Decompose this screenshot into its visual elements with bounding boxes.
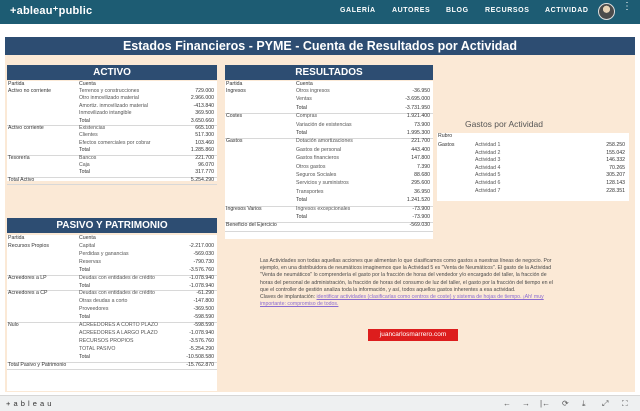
table-row[interactable]	[7, 95, 217, 102]
table-row[interactable]	[225, 197, 433, 204]
nav-autores[interactable]: AUTORES	[392, 7, 431, 14]
table-header-row	[437, 133, 629, 140]
table-row[interactable]	[7, 298, 217, 305]
row-partida: Activo corriente	[8, 125, 44, 131]
website-badge[interactable]: juancarlosmarrero.com	[368, 329, 458, 341]
table-row[interactable]	[7, 354, 217, 361]
nav-galeria[interactable]: GALERÍA	[340, 7, 376, 14]
more-menu-icon[interactable]: ⋮	[622, 1, 632, 12]
row-cuenta: Deudas con entidades de crédito	[79, 274, 155, 281]
row-cuenta: Inmovilizado intangible	[79, 110, 132, 117]
row-value: -1.078.940	[189, 282, 214, 289]
dashboard-canvas	[5, 37, 635, 392]
row-value: 2.966.000	[190, 95, 214, 102]
row-value: 228.351	[606, 187, 625, 194]
table-row[interactable]	[7, 275, 217, 282]
row-value: 36.950	[414, 188, 430, 195]
table-row[interactable]	[225, 206, 433, 213]
row-value: -61.290	[196, 290, 214, 297]
download-icon[interactable]: ⤓	[582, 399, 586, 408]
row-value: 221.700	[195, 154, 214, 161]
table-header-row	[225, 81, 433, 88]
row-cuenta: Actividad 7	[475, 187, 501, 194]
row-partida: Tesorería	[8, 154, 30, 161]
table-row[interactable]	[437, 172, 629, 179]
row-value: -15.762.870	[186, 361, 214, 368]
table-row[interactable]	[7, 259, 217, 266]
nav-recursos[interactable]: RECURSOS	[485, 7, 530, 14]
table-row[interactable]	[7, 155, 217, 162]
row-value: -3.731.950	[405, 104, 430, 111]
row-partida: Recursos Propios	[8, 243, 49, 249]
note-text: Las Actividades son todas aquellas acciones que alimentan lo que clasificamos como gastos a nuestras líneas de negocio. Por ejemplo, en una distribuidora de neumáticos imaginemos que la Actividad 5 es "Venta de Neumáticos". El gasto de la Actividad "Venta de neumáticos" lo comprendería el gasto por la fracción de horas del vendedor y/o encargado del taller, la fracción de horas del personal de administración, la fracción de horas del consumo de luz del taller, el gasto por la fracción del tiempo en el que el controller de gestión analiza toda la información, y así, todos aquellos gastos inherentes a esa actividad.	[260, 258, 553, 293]
revert-icon[interactable]: |←	[540, 399, 551, 408]
row-cuenta: ACREEDORES A CORTO PLAZO	[79, 322, 159, 328]
row-value: 5.254.290	[190, 176, 214, 183]
table-row[interactable]	[225, 155, 433, 162]
row-cuenta: Transportes	[296, 188, 324, 195]
row-value: 295.600	[411, 180, 430, 187]
row-cuenta: Caja	[79, 162, 90, 168]
table-row[interactable]	[7, 338, 217, 345]
row-cuenta: Total	[296, 104, 307, 111]
row-cuenta: Total	[79, 117, 90, 124]
table-row[interactable]	[7, 177, 217, 184]
row-value: 103.460	[195, 139, 214, 146]
row-cuenta: Efectos comerciales por cobrar	[79, 139, 151, 146]
row-value: -1.078.940	[189, 329, 214, 336]
row-value: 258.250	[606, 142, 625, 148]
row-value: -147.800	[193, 298, 214, 305]
row-partida: Total Pasivo y Patrimonio	[8, 361, 67, 368]
table-row[interactable]	[225, 138, 433, 145]
activo-header: ACTIVO	[7, 65, 217, 80]
row-partida: Costes	[226, 113, 243, 120]
row-cuenta: Total	[79, 147, 90, 154]
row-cuenta: Bancos	[79, 154, 97, 161]
row-value: -5.254.290	[189, 345, 214, 352]
row-cuenta: Otras deudas a corto	[79, 298, 128, 305]
row-value: -369.500	[193, 306, 214, 313]
row-value: -3.695.000	[405, 96, 430, 103]
row-cuenta: Gastos financieros	[296, 155, 339, 162]
refresh-icon[interactable]: ⟳	[562, 399, 569, 408]
col-header-partida: Partida	[8, 81, 25, 87]
dashboard-title: Estados Financieros - PYME - Cuenta de Resultados por Actividad	[5, 37, 635, 55]
row-value: -413.840	[193, 102, 214, 109]
table-row[interactable]	[437, 165, 629, 172]
row-value: 305.207	[606, 172, 625, 179]
row-value: -10.508.580	[186, 353, 214, 360]
row-value: 317.770	[195, 169, 214, 176]
redo-icon[interactable]: →	[522, 399, 530, 408]
row-value: 128.143	[606, 180, 625, 186]
row-value: 147.800	[411, 155, 430, 162]
row-value: 443.400	[411, 146, 430, 153]
bottom-toolbar	[0, 395, 640, 411]
activo-table[interactable]	[7, 81, 217, 181]
row-value: 70.265	[609, 164, 625, 171]
row-cuenta: Actividad 2	[475, 149, 501, 156]
row-value: 665.100	[195, 125, 214, 131]
row-value: -790.730	[193, 258, 214, 265]
row-value: 73.900	[414, 121, 430, 128]
row-cuenta: Actividad 6	[475, 180, 501, 186]
table-row[interactable]	[225, 189, 433, 196]
row-cuenta: Otros gastos	[296, 163, 326, 170]
table-row[interactable]	[225, 172, 433, 179]
table-row[interactable]	[7, 103, 217, 110]
table-row[interactable]	[7, 290, 217, 297]
row-value: 369.500	[195, 110, 214, 117]
row-partida: Beneficio del Ejercicio	[226, 222, 277, 229]
table-row[interactable]	[225, 122, 433, 129]
row-cuenta: Amortiz. inmovilizado material	[79, 102, 148, 109]
row-value: 1.285.860	[190, 147, 214, 154]
row-value: -3.576.760	[189, 266, 214, 273]
row-value: -569.030	[409, 222, 430, 229]
col-header-cuenta: Cuenta	[79, 235, 96, 241]
row-value: -2.217.000	[189, 243, 214, 249]
table-row[interactable]	[7, 322, 217, 329]
undo-icon[interactable]: ←	[503, 399, 511, 408]
table-row[interactable]	[7, 306, 217, 313]
row-cuenta: Total	[79, 314, 90, 321]
activities-note	[260, 258, 556, 308]
row-value: -73.900	[412, 214, 430, 220]
row-value: -569.030	[193, 250, 214, 257]
user-avatar[interactable]	[598, 3, 615, 20]
nav-blog[interactable]: BLOG	[446, 7, 469, 14]
row-cuenta: Ventas	[296, 96, 312, 103]
row-cuenta: Ingresos excepcionales	[296, 205, 351, 212]
table-row[interactable]	[225, 130, 433, 137]
table-row[interactable]	[7, 243, 217, 250]
col-header-partida: Partida	[8, 235, 25, 241]
row-value: 1.995.300	[406, 130, 430, 136]
row-value: -3.576.760	[189, 337, 214, 344]
table-row[interactable]	[225, 113, 433, 120]
row-cuenta: Actividad 3	[475, 157, 501, 164]
pasivo-header: PASIVO Y PATRIMONIO	[7, 218, 217, 233]
row-partida: Ingresos	[226, 88, 246, 94]
row-cuenta: Reservas	[79, 258, 101, 265]
top-nav-bar	[0, 0, 640, 24]
nav-actividad[interactable]: ACTIVIDAD	[545, 7, 589, 14]
table-row[interactable]	[7, 118, 217, 125]
row-value: 155.042	[606, 149, 625, 156]
row-value: 146.332	[606, 157, 625, 164]
table-row[interactable]	[225, 180, 433, 187]
row-cuenta: Existencias	[79, 125, 106, 131]
table-row[interactable]	[7, 140, 217, 147]
table-header-row	[7, 235, 217, 242]
table-row[interactable]	[225, 214, 433, 221]
col-header-partida: Rubro	[438, 133, 453, 139]
row-cuenta: Actividad 1	[475, 142, 501, 148]
row-cuenta: Total	[296, 130, 307, 136]
table-row[interactable]	[7, 251, 217, 258]
row-divider	[225, 231, 433, 232]
row-cuenta: Variación de existencias	[296, 121, 352, 128]
row-cuenta: ACREEDORES A LARGO PLAZO	[79, 329, 158, 336]
row-value: 7.390	[417, 163, 430, 170]
pasivo-table[interactable]	[7, 235, 217, 391]
row-partida: Nulo	[8, 322, 19, 328]
row-value: 221.700	[411, 138, 430, 145]
table-row[interactable]	[7, 283, 217, 290]
row-cuenta: Seguros Sociales	[296, 172, 337, 178]
row-value: -73.900	[412, 205, 430, 212]
row-cuenta: Total	[79, 169, 90, 176]
row-partida: Gastos	[438, 142, 455, 148]
note-highlight: identificar actividades (clasificarlas como centros de coste) y sistema de hojas de tiempo. ¡Ah! muy importante: compromiso de todos.	[260, 294, 544, 308]
row-cuenta: Capital	[79, 243, 96, 249]
table-row[interactable]	[7, 169, 217, 176]
share-icon[interactable]: ⤢	[602, 399, 609, 408]
table-row[interactable]	[7, 346, 217, 353]
table-row[interactable]	[225, 147, 433, 154]
row-cuenta: Otros ingresos	[296, 88, 330, 94]
table-row[interactable]	[437, 180, 629, 187]
row-cuenta: Perdidas y ganancias	[79, 250, 129, 257]
table-row[interactable]	[7, 362, 217, 369]
row-partida: Activo no corriente	[8, 88, 51, 94]
row-cuenta: Clientes	[79, 132, 98, 139]
row-divider	[7, 184, 217, 185]
row-partida: Acreedores a CP	[8, 290, 48, 297]
row-cuenta: Dotación amortizaciones	[296, 138, 353, 145]
row-cuenta: Proveedores	[79, 306, 109, 313]
table-row[interactable]	[437, 150, 629, 157]
fullscreen-icon[interactable]: ⛶	[622, 399, 628, 408]
tableau-public-logo[interactable]: +ableau⁺public	[10, 5, 93, 17]
table-row[interactable]	[7, 314, 217, 321]
row-cuenta: Gastos de personal	[296, 146, 341, 153]
row-value: 1.921.400	[406, 113, 430, 120]
table-row[interactable]	[225, 222, 433, 229]
row-cuenta: Total	[79, 266, 90, 273]
table-row[interactable]	[225, 96, 433, 103]
table-row[interactable]	[437, 157, 629, 164]
table-row[interactable]	[225, 88, 433, 95]
table-row[interactable]	[7, 162, 217, 169]
row-partida: Total Activo	[8, 176, 35, 183]
table-row[interactable]	[7, 330, 217, 337]
col-header-cuenta: Cuenta	[296, 81, 313, 87]
row-cuenta: Otro inmovilizado material	[79, 95, 139, 102]
row-partida: Acreedores a LP	[8, 274, 47, 281]
row-value: 517.300	[195, 132, 214, 139]
row-partida: Gastos	[226, 138, 243, 145]
table-row[interactable]	[7, 267, 217, 274]
resultados-header: RESULTADOS	[225, 65, 433, 80]
gastos-actividad-table[interactable]	[437, 133, 629, 201]
row-cuenta: Servicios y suministros	[296, 180, 349, 187]
row-value: 3.650.660	[190, 117, 214, 124]
row-value: 88.680	[414, 172, 430, 178]
row-cuenta: Actividad 5	[475, 172, 501, 179]
table-row[interactable]	[225, 164, 433, 171]
table-row[interactable]	[225, 105, 433, 112]
row-value: 96.070	[198, 162, 214, 168]
row-value: -598.590	[193, 322, 214, 328]
row-cuenta: Compras	[296, 113, 318, 120]
row-cuenta: Actividad 4	[475, 164, 501, 171]
table-row[interactable]	[7, 147, 217, 154]
row-value: 1.241.520	[406, 197, 430, 204]
row-cuenta: Total	[296, 197, 307, 204]
row-cuenta: Terrenos y construcciones	[79, 88, 140, 94]
row-cuenta: Total	[296, 214, 307, 220]
row-value: -598.590	[193, 314, 214, 321]
row-value: 729.000	[195, 88, 214, 94]
table-header-row	[7, 81, 217, 88]
table-row[interactable]	[7, 132, 217, 139]
resultados-table[interactable]	[225, 81, 433, 239]
tableau-footer-logo[interactable]: + a b l e a u	[6, 399, 52, 408]
row-cuenta: TOTAL PASIVO	[79, 345, 116, 352]
col-header-cuenta: Cuenta	[79, 81, 96, 87]
table-row[interactable]	[7, 125, 217, 132]
row-cuenta: Deudas con entidades de crédito	[79, 290, 155, 297]
table-row[interactable]	[7, 88, 217, 95]
col-header-partida: Partida	[226, 81, 243, 87]
row-divider	[7, 369, 217, 370]
row-cuenta: RECURSOS PROPIOS	[79, 337, 134, 344]
row-value: -36.950	[412, 88, 430, 94]
gastos-actividad-title: Gastos por Actividad	[465, 119, 543, 129]
table-row[interactable]	[437, 142, 629, 149]
note-prefix: Claves de implantación:	[260, 294, 317, 301]
row-partida: Ingresos Varios	[226, 205, 262, 212]
row-value: -1.078.940	[189, 274, 214, 281]
row-cuenta: Total	[79, 353, 90, 360]
table-row[interactable]	[7, 110, 217, 117]
table-row[interactable]	[437, 188, 629, 195]
row-cuenta: Total	[79, 282, 90, 289]
